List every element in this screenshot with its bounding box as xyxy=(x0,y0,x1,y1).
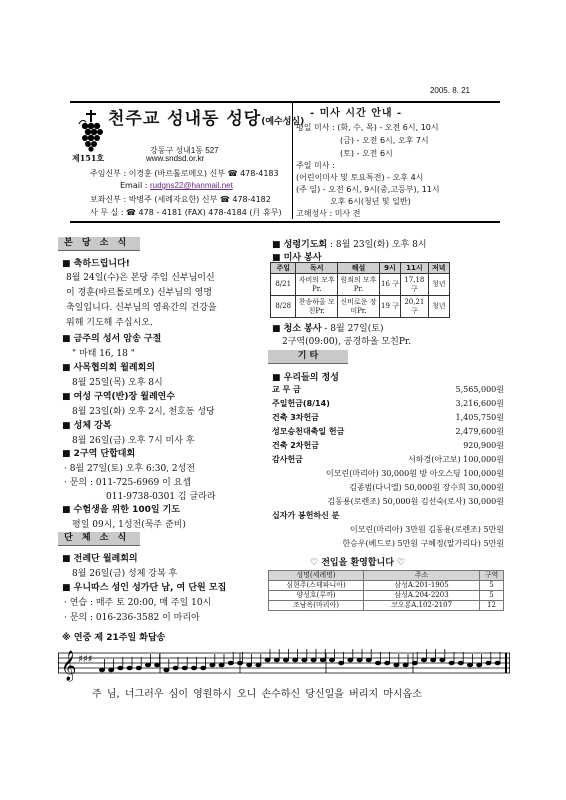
serve-col-header: 11시 xyxy=(401,263,428,274)
welcome-col-header: 성명(세례명) xyxy=(269,571,364,581)
issue-date: 2005. 8. 21 xyxy=(429,86,470,95)
choir-heading: ■ 우니따스 성인 성가단 남, 여 단원 모집 xyxy=(62,583,227,593)
thanks-line: 김동용(로렌조) 50,000원 김선숙(로사) 30,000원 xyxy=(327,497,504,506)
offering-heading: ■ 우리들의 정성 xyxy=(272,373,339,383)
music-note-icon xyxy=(440,658,445,662)
table-row xyxy=(271,274,450,296)
table-cell: 19 구 xyxy=(379,296,400,318)
thanks-line: 서하경(아고보) 100,000원 xyxy=(408,455,504,464)
email-line xyxy=(120,181,233,190)
music-note-icon xyxy=(109,668,114,672)
table-row xyxy=(271,296,450,318)
email-link[interactable]: rudgns22@hanmail.net xyxy=(149,181,233,190)
benediction-text: 8월 26일(금) 오후 7시 미사 후 xyxy=(72,436,195,446)
table-cell: 16 구 xyxy=(379,274,400,296)
mass-line: (어린이미사 및 토요특전) - 오후 4시 xyxy=(296,173,424,182)
serve-col-header: 저녁 xyxy=(428,263,449,274)
office-line: 사 무 실 : ☎ 478 - 4181 (FAX) 478-4184 (月 휴무) xyxy=(90,208,282,217)
table-cell: 청년 xyxy=(428,296,449,318)
music-note-icon xyxy=(99,668,104,672)
table-row xyxy=(269,591,504,601)
prayer-heading: ■ 성령기도회 xyxy=(272,240,328,250)
music-note-icon xyxy=(311,658,316,662)
cross-heading: 십자가 봉헌하신 분 xyxy=(272,511,340,520)
section-header-groups: 단 체 소 식 xyxy=(58,532,140,546)
benediction-heading: ■ 성체 강복 xyxy=(62,421,112,431)
email-label: Email : xyxy=(120,181,150,190)
thanks-heading: 감사헌금 xyxy=(272,455,303,464)
music-note-icon xyxy=(458,661,463,665)
congrats-text: 이 경훈(바르톨로메오) 신부님의 영명 xyxy=(66,288,213,298)
sharp-icon: ♯♯♯ xyxy=(78,654,93,665)
table-cell: 삼성A.201-1905 xyxy=(364,581,480,591)
table-cell: 17,18 구 xyxy=(401,274,428,296)
music-note-icon xyxy=(145,663,150,667)
music-note-icon xyxy=(265,658,270,662)
table-cell: 8/21 xyxy=(271,274,296,296)
music-note-icon xyxy=(256,663,261,667)
mass-line: 고해성사 : 미사 전 xyxy=(296,209,361,218)
table-cell: 8/28 xyxy=(271,296,296,318)
music-note-icon xyxy=(136,666,141,670)
parish-name: 천주교 성내동 성당 xyxy=(108,109,262,129)
clean-line xyxy=(272,321,383,334)
serve-col-header: 해설 xyxy=(338,263,380,274)
music-note-icon xyxy=(467,663,472,667)
table-cell: 코오롱A.102-2107 xyxy=(364,601,480,611)
clean-heading: ■ 청소 봉사 xyxy=(272,324,322,334)
parish-website[interactable]: www.sndsd.or.kr xyxy=(146,154,205,163)
music-note-icon xyxy=(495,661,500,665)
offering-value: 1,405,750원 xyxy=(455,413,504,422)
music-note-icon xyxy=(403,663,408,667)
section-header-parish: 본 당 소 식 xyxy=(58,237,140,251)
assistant-line: 보좌신부 : 박병주 (세례자요한) 신부 ☎ 478-4182 xyxy=(90,195,271,204)
music-note-icon xyxy=(486,661,491,665)
issue-number: 제151호 xyxy=(72,153,105,163)
table-cell: 찬송하올 모친Pr. xyxy=(296,296,338,318)
table-cell: 신비로운 장미Pr. xyxy=(338,296,380,318)
clean-text-2: 2구역(09:00), 공경하올 모친Pr. xyxy=(282,337,412,347)
clean-text: - 8월 27일(토) xyxy=(321,324,384,334)
cross-line: 한승우(베드로) 5만원 구혜정(말가리다) 5만원 xyxy=(342,539,504,548)
council-heading: ■ 사목협의회 월례회의 xyxy=(62,363,156,373)
table-cell: 조남옥(마리아) xyxy=(269,601,364,611)
music-note-icon xyxy=(421,658,426,662)
zone2-heading: ■ 2구역 단합대회 xyxy=(62,449,136,459)
offering-value: 5,565,000원 xyxy=(455,385,504,394)
thanks-line: 이모린(마리아) 30,000원 방 아오스딩 100,000원 xyxy=(326,469,504,478)
hymn-title: ※ 연중 제 21주일 화답송 xyxy=(62,633,166,643)
table-cell: 12 xyxy=(479,601,503,611)
music-note-icon xyxy=(320,658,325,662)
music-note-icon xyxy=(293,658,298,662)
music-note-icon xyxy=(375,661,380,665)
music-note-icon xyxy=(191,666,196,670)
offering-value: 920,900원 xyxy=(463,441,504,450)
music-note-icon xyxy=(155,663,160,667)
grapes-logo-icon xyxy=(76,108,106,152)
music-note-icon xyxy=(412,661,417,665)
table-cell: 원죄의 모후Pr. xyxy=(338,274,380,296)
zone2-text: 011-9738-0301 김 글라라 xyxy=(106,492,216,502)
council-text: 8월 25일(목) 오후 8시 xyxy=(72,378,163,388)
welcome-col-header: 주소 xyxy=(364,571,480,581)
music-note-icon xyxy=(237,661,242,665)
mass-times-title: - 미사 시간 안내 - xyxy=(310,108,403,119)
music-note-icon xyxy=(274,658,279,662)
congrats-text: 위해 기도해 주십시오. xyxy=(66,318,153,328)
verse-text: " 마태 16, 18 " xyxy=(72,349,135,359)
table-cell: 양성호(루까) xyxy=(269,591,364,601)
women-heading: ■ 여성 구역(반)장 월례연수 xyxy=(62,392,176,402)
mass-line: (토) - 오전 6시 xyxy=(340,149,393,158)
offering-value: 3,216,600원 xyxy=(455,399,504,408)
thanks-line: 김종범(다니엘) 50,000원 장수희 30,000원 xyxy=(349,483,504,492)
table-cell: 삼성A.204-2203 xyxy=(364,591,480,601)
serve-col-header: 9시 xyxy=(379,263,400,274)
welcome-table xyxy=(268,570,504,611)
music-note-icon xyxy=(201,666,206,670)
exam-heading: ■ 수험생을 위한 100일 기도 xyxy=(62,505,181,515)
hymn-lyric: 주 님, 너그러우 심이 영원하시 오니 손수하신 당신일을 버리지 마시옵소 xyxy=(92,689,422,700)
liturgy-text: 8월 26일(금) 성체 강복 후 xyxy=(72,569,178,579)
cross-line: 이모린(마리아) 3만원 김동용(로렌조) 5만원 xyxy=(350,525,504,534)
table-row xyxy=(269,581,504,591)
serve-col-header: 독서 xyxy=(296,263,338,274)
music-note-icon xyxy=(219,663,224,667)
congrats-heading: ■ 축하드립니다! xyxy=(62,259,130,269)
music-note-icon xyxy=(118,666,123,670)
music-note-icon xyxy=(302,658,307,662)
table-cell: 자비의 모후Pr. xyxy=(296,274,338,296)
music-note-icon xyxy=(348,658,353,662)
serve-table xyxy=(270,262,450,318)
congrats-text: 축일입니다. 신부님의 영육간의 건강을 xyxy=(66,303,217,313)
liturgy-heading: ■ 전례단 월례회의 xyxy=(62,554,138,564)
serve-heading: ■ 미사 봉사 xyxy=(272,253,322,263)
music-note-icon xyxy=(127,666,132,670)
welcome-col-header: 구역 xyxy=(479,571,503,581)
music-note-icon xyxy=(173,666,178,670)
offering-label: 성모승천대축일 헌금 xyxy=(272,427,345,436)
music-note-icon xyxy=(477,663,482,667)
verse-heading: ■ 금주의 성서 암송 구절 xyxy=(62,334,162,344)
mass-line: 오후 6시(청년 및 일반) xyxy=(330,197,411,206)
music-note-icon xyxy=(394,663,399,667)
welcome-heading: ♡ 전입을 환영합니다 ♡ xyxy=(310,558,406,568)
table-cell: 심현주(스테파니아) xyxy=(269,581,364,591)
offering-label: 건축 2차헌금 xyxy=(272,441,319,450)
prayer-text: : 8월 23일(화) 오후 8시 xyxy=(327,240,427,250)
mass-line: (금) - 오전 6시, 오후 7시 xyxy=(340,136,429,145)
music-note-icon xyxy=(329,658,334,662)
women-text: 8월 23일(화) 오후 2시, 천호동 성당 xyxy=(72,407,215,417)
table-cell: 청년 xyxy=(428,274,449,296)
pastor-line: 주임신부 : 이경훈 (바르톨로메오) 신부 ☎ 478-4183 xyxy=(90,169,279,178)
mass-line: 평일 미사 : (화, 수, 목) - 오전 6시, 10시 xyxy=(296,123,439,132)
parish-patron: (예수성심) xyxy=(261,117,305,127)
music-note-icon xyxy=(283,658,288,662)
table-row xyxy=(269,601,504,611)
music-note-icon xyxy=(164,668,169,672)
prayer-line xyxy=(272,237,427,250)
section-header-other: 기 타 xyxy=(268,350,348,364)
offering-label: 주일헌금(8/14) xyxy=(272,399,330,408)
choir-text: · 문의 : 016-236-3582 이 마리아 xyxy=(64,613,200,623)
table-cell: 20,21 구 xyxy=(401,296,428,318)
mass-line: 주일 미사 : xyxy=(296,161,335,170)
serve-col-header: 주일 xyxy=(271,263,296,274)
parish-address: 강동구 성내1동 527 xyxy=(150,146,219,155)
serve-table-header-row xyxy=(271,263,450,274)
music-note-icon xyxy=(431,658,436,662)
welcome-table-header-row xyxy=(269,571,504,581)
music-note-icon xyxy=(385,661,390,665)
zone2-text: · 8월 27일(토) 오후 6:30, 2성전 xyxy=(64,464,196,474)
music-note-icon xyxy=(366,658,371,662)
music-note-icon xyxy=(449,661,454,665)
music-note-icon xyxy=(228,661,233,665)
table-cell: 5 xyxy=(479,591,503,601)
music-note-icon xyxy=(182,666,187,670)
music-staff xyxy=(58,643,510,683)
congrats-text: 8월 24일(수)은 본당 주임 신부님이신 xyxy=(66,273,215,283)
offering-label: 교 무 금 xyxy=(272,385,301,394)
music-note-icon xyxy=(357,658,362,662)
music-note-icon xyxy=(247,663,252,667)
parish-title xyxy=(108,104,304,129)
choir-text: · 연습 : 매주 토 20:00, 매 주일 10시 xyxy=(64,598,212,608)
offering-label: 건축 3차헌금 xyxy=(272,413,319,422)
treble-clef-icon: 𝄞 xyxy=(61,651,77,681)
offering-value: 2,479,600원 xyxy=(455,427,504,436)
music-note-icon xyxy=(210,663,215,667)
table-cell: 5 xyxy=(479,581,503,591)
zone2-text: · 문의 : 011-725-6969 이 요셉 xyxy=(64,478,192,488)
exam-text: 평일 09시, 1성전(묵주 준비) xyxy=(72,520,186,530)
mass-line: (주 일) - 오전 6시, 9시(중,고등부), 11시 xyxy=(296,185,440,194)
music-note-icon xyxy=(339,661,344,665)
